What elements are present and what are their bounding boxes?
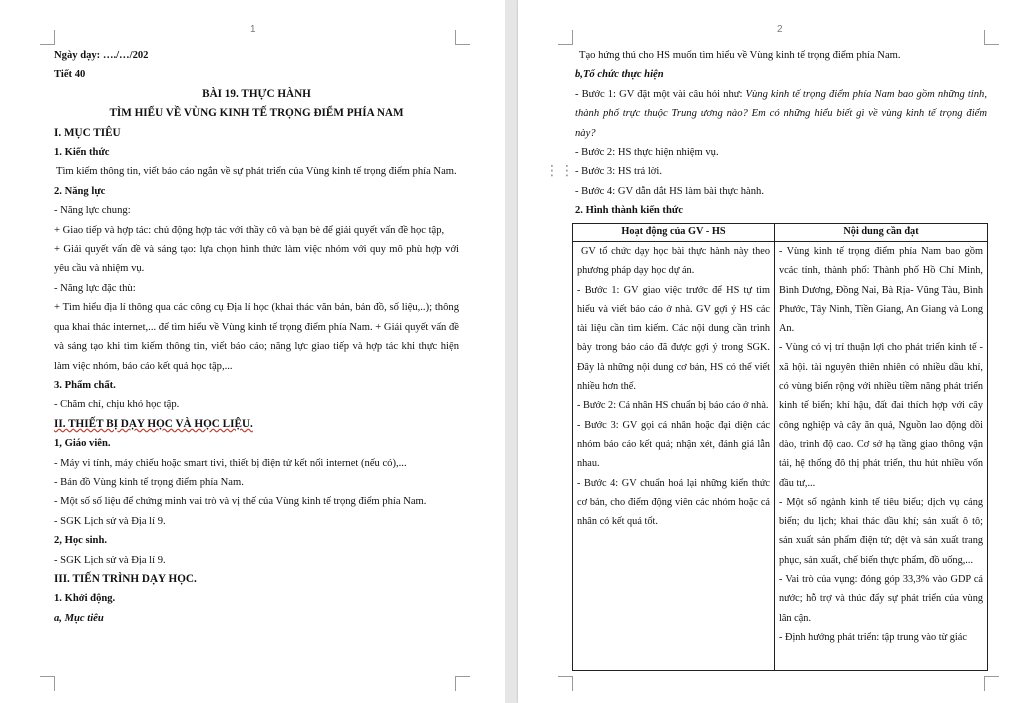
paragraph: Tạo hứng thú cho HS muốn tìm hiểu về Vùng kinh tế trọng điểm phía Nam.	[579, 50, 901, 61]
paragraph: - Chăm chỉ, chịu khó học tập.	[54, 399, 180, 411]
list-item: - Một số số liệu để chứng minh vai trò và vị thế của Vùng kinh tế trọng điểm phía Nam.	[54, 496, 427, 508]
section-heading: I. MỤC TIÊU	[54, 126, 121, 139]
activity-table	[572, 223, 988, 671]
subsection-heading: 2. Năng lực	[54, 185, 106, 197]
list-item: - Bước 2: HS thực hiện nhiệm vụ.	[575, 147, 719, 159]
margin-mark	[40, 30, 55, 45]
cell-paragraph: - Định hướng phát triển: tập trung vào từ giác	[779, 631, 967, 643]
cell-paragraph: - Một số ngành kinh tế tiêu biểu; dịch vụ cảng biển; du lịch; khai thác dầu khí; sản xuất ô tô; sản xuất sản phẩm điện tử; dệt và sản xuất trang phục, sản xuất, chế biến thực phẩm, đồ uống,...	[779, 496, 983, 566]
list-item: - Bản đồ Vùng kinh tế trọng điểm phía Nam.	[54, 476, 244, 488]
cell-paragraph: - Vùng kinh tế trọng điểm phía Nam bao gồm vcác tỉnh, thành phố: Thành phố Hồ Chí Minh, Bình Dương, Đồng Nai, Bà Rịa- Vũng Tàu, Bình Phước, Tây Ninh, Tiền Giang, An Giang và Long An.	[779, 246, 983, 335]
paragraph: - Năng lực chung:	[54, 205, 131, 217]
paragraph: Tìm kiếm thông tin, viết báo cáo ngắn về sự phát triển của Vùng kinh tế trọng điểm phía Nam.	[56, 166, 457, 178]
cell-paragraph: GV tổ chức dạy học bài thực hành này theo phương pháp dạy học dự án.	[577, 246, 770, 277]
page1-body	[54, 46, 459, 628]
list-item: - Máy vi tính, máy chiếu hoặc smart tivi, thiết bị điện tử kết nối internet (nếu có),...	[54, 457, 407, 469]
table-row	[573, 242, 988, 671]
margin-mark	[558, 676, 573, 691]
paragraph: + Giải quyết vấn đề và sáng tạo: lựa chọn hình thức làm việc nhóm với quy mô phù hợp với yêu cầu và nhiệm vụ.	[54, 244, 459, 275]
paragraph: - Năng lực đặc thù:	[54, 282, 136, 294]
step-question: Vùng kinh tế trọng điểm phía Nam bao gồm những tỉnh, thành phố trực thuộc Trung ương nào? Em có những hiểu biết gì về vùng kinh tế trọng điểm này?	[575, 88, 987, 139]
cell-paragraph: - Vai trò của vụng: đóng góp 33,3% vào GDP cả nước; hỗ trợ và thúc đẩy sự phát triển của vùng lân cận.	[779, 574, 983, 624]
table-header-row	[573, 224, 988, 242]
subsection-heading: 1. Khởi động.	[54, 593, 116, 605]
date-line: Ngày dạy: …./…/202	[54, 50, 149, 61]
cell-paragraph: - Bước 1: GV giao việc trước để HS tự tìm hiểu và viết báo cáo ở nhà. GV gợi ý HS các tài liệu cần tìm kiếm. Các nội dung cần trình bày trong báo cáo đã được gợi ý trong SGK. Đây là những nội dung cơ bản, HS có thể viết nhiều hơn thế.	[577, 284, 770, 393]
subsection-heading: a, Mục tiêu	[54, 612, 104, 624]
subsection-heading: 1, Giáo viên.	[54, 438, 111, 450]
list-item: - Bước 4: GV dẫn dắt HS làm bài thực hành.	[575, 185, 765, 197]
cell-paragraph: - Bước 2: Cá nhân HS chuẩn bị báo cáo ở nhà.	[577, 400, 769, 412]
paragraph	[575, 85, 987, 143]
margin-mark	[455, 676, 470, 691]
table-header-cell: Nội dung cần đạt	[775, 224, 988, 242]
subsection-heading	[575, 201, 987, 220]
margin-mark	[984, 30, 999, 45]
subsection-heading: 3. Phẩm chất.	[54, 379, 116, 391]
cell-paragraph: - Bước 4: GV chuẩn hoá lại những kiến thức cơ bản, cho điểm động viên các nhóm hoặc cá nhân có kết quả tốt.	[577, 477, 770, 528]
list-item: - SGK Lịch sử và Địa lí 9.	[54, 554, 166, 566]
subsection-heading: 1. Kiến thức	[54, 147, 110, 159]
period-line: Tiết 40	[54, 69, 86, 81]
page-number: 1	[250, 24, 256, 35]
section-heading	[54, 415, 459, 434]
table-cell-activities	[573, 242, 775, 671]
section-title: II. THIẾT BỊ DẠY HỌC VÀ HỌC LIỆU.	[54, 417, 253, 430]
drag-handle-icon[interactable]: ⋮⋮	[545, 163, 575, 179]
table-cell-content	[775, 242, 988, 671]
subsection-title: 2. Hình thành kiến thức	[575, 205, 683, 217]
lesson-title: BÀI 19. THỰC HÀNH	[202, 87, 311, 100]
page2-body	[575, 46, 987, 221]
list-item: - Bước 3: HS trả lời.	[575, 166, 662, 178]
margin-mark	[984, 676, 999, 691]
lesson-subtitle: TÌM HIỂU VỀ VÙNG KINH TẾ TRỌNG ĐIỂM PHÍA NAM	[109, 107, 404, 120]
section-heading: III. TIẾN TRÌNH DẠY HỌC.	[54, 572, 197, 585]
cell-paragraph: - Vùng có vị trí thuận lợi cho phát triển kinh tế - xã hội. tài nguyên thiên nhiên có nhiều dầu khí, có vùng biển rộng với nhiều tiềm năng phát triển kinh tế biển; khí hậu, đất đai thích hợp với cây công nghiệp và cây ăn quả, Nguồn lao động dồi dào, trình độ cao. Cơ sở hạ tầng giao thông vận tải, hệ thống đô thị phát triển, thu hút nhiều vốn đầu tư,...	[779, 342, 983, 489]
subsection-heading: b,Tổ chức thực hiện	[575, 69, 664, 81]
margin-mark	[40, 676, 55, 691]
list-item: - SGK Lịch sử và Địa lí 9.	[54, 515, 166, 527]
table-header-cell: Hoạt động của GV - HS	[573, 224, 775, 242]
page-number: 2	[777, 24, 783, 35]
document-page-1	[0, 0, 505, 703]
cell-paragraph: - Bước 3: GV gọi cá nhân hoặc đại diện các nhóm báo cáo kết quả; nhận xét, đánh giá lẫn nhau.	[577, 419, 770, 470]
subsection-heading: 2, Học sinh.	[54, 535, 107, 547]
paragraph: + Tìm hiểu địa lí thông qua các công cụ Địa lí học (khai thác văn bản, bản đồ, số liệu,..); thông qua khai thác internet,... để tìm hiểu về Vùng kinh tế trọng điểm phía Nam. + Giải quyết vấn đề và sáng tạo khi tìm kiếm thông tin, viết báo cáo; năng lực giao tiếp và hợp tác khi thực hiện làm việc nhóm, báo cáo kết quả học tập,...	[54, 302, 459, 372]
margin-mark	[455, 30, 470, 45]
step-lead: - Bước 1: GV đặt một vài câu hỏi như:	[575, 88, 746, 100]
document-page-2	[518, 0, 1032, 703]
margin-mark	[558, 30, 573, 45]
page-gap	[505, 0, 518, 703]
paragraph: + Giao tiếp và hợp tác: chủ động hợp tác với thầy cô và bạn bè để giải quyết vấn đề học tập,	[54, 224, 445, 236]
